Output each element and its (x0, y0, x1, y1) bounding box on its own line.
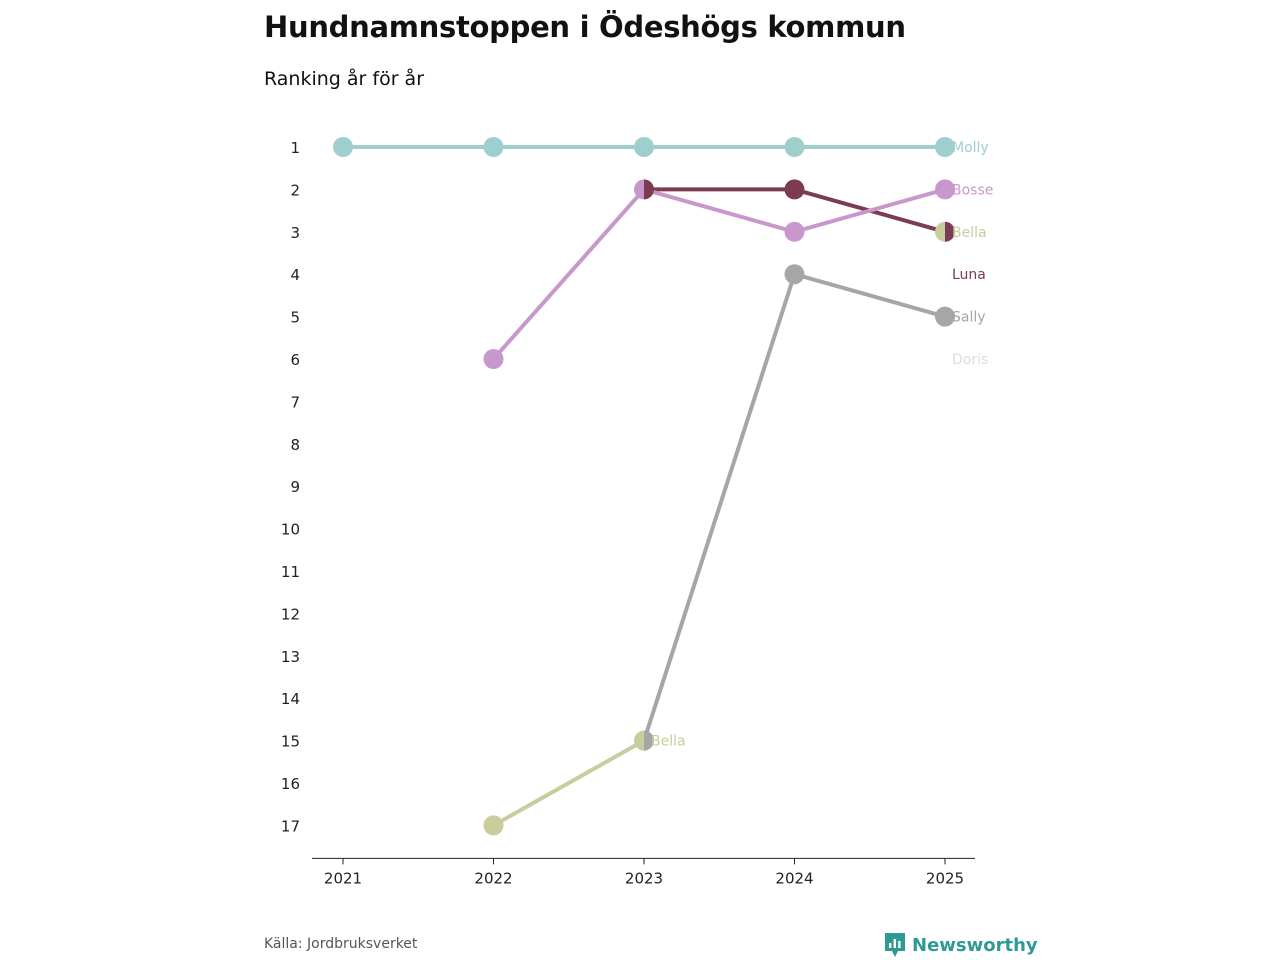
y-tick-label: 14 (280, 690, 300, 709)
x-tick-label: 2023 (624, 869, 664, 888)
series-label-bella: Bella (952, 224, 987, 241)
series-line-sally (795, 274, 946, 316)
point-bella (935, 222, 945, 242)
y-tick-label: 4 (290, 266, 300, 285)
y-tick-label: 13 (280, 647, 300, 666)
x-tick-label: 2022 (474, 869, 513, 888)
y-tick-label: 15 (280, 732, 300, 751)
point-sally (785, 264, 805, 284)
y-tick-label: 16 (280, 775, 300, 793)
chart-title: Hundnamnstoppen i Ödeshögs kommun (264, 10, 906, 44)
point-bosse (484, 349, 504, 369)
y-axis-ticks (281, 139, 300, 835)
series-line-bella (494, 741, 645, 826)
series-line-bosse (494, 189, 645, 359)
series-points (333, 137, 955, 835)
y-tick-label: 3 (290, 223, 300, 242)
x-tick-label: 2025 (925, 869, 965, 888)
x-axis-ticks (324, 858, 964, 887)
series-line-sally (644, 274, 795, 740)
point-molly (484, 137, 504, 157)
series-label-bella: Bella (651, 733, 686, 750)
series-line-bosse (644, 189, 795, 231)
series-label-luna: Luna (952, 267, 986, 284)
point-luna (785, 179, 805, 199)
series-label-doris: Doris (952, 352, 989, 368)
brand-name: Newsworthy (912, 934, 1038, 956)
newsworthy-logo-icon (884, 932, 906, 958)
series-label-molly: Molly (952, 140, 989, 156)
point-molly (785, 137, 805, 157)
y-tick-label: 7 (290, 393, 300, 412)
y-tick-label: 6 (290, 351, 300, 369)
y-tick-label: 17 (280, 817, 300, 836)
y-tick-label: 12 (280, 605, 300, 624)
point-luna (644, 179, 654, 199)
series-label-sally: Sally (952, 309, 986, 326)
y-tick-label: 10 (280, 520, 300, 539)
point-bella (484, 815, 504, 835)
chart-subtitle: Ranking år för år (264, 68, 425, 90)
series-lines (343, 147, 945, 825)
y-tick-label: 5 (290, 308, 300, 327)
source-note: Källa: Jordbruksverket (264, 936, 418, 952)
series-label-bosse: Bosse (952, 182, 994, 199)
y-tick-label: 8 (290, 435, 300, 454)
point-molly (634, 137, 654, 157)
y-tick-label: 1 (290, 139, 300, 157)
x-tick-label: 2024 (775, 869, 814, 888)
point-bosse (785, 222, 805, 242)
x-tick-label: 2021 (323, 869, 363, 888)
point-molly (333, 137, 353, 157)
y-tick-label: 11 (280, 563, 300, 581)
y-tick-label: 2 (290, 181, 300, 200)
y-tick-label: 9 (290, 478, 300, 497)
brand-logo-link[interactable] (884, 932, 1038, 958)
